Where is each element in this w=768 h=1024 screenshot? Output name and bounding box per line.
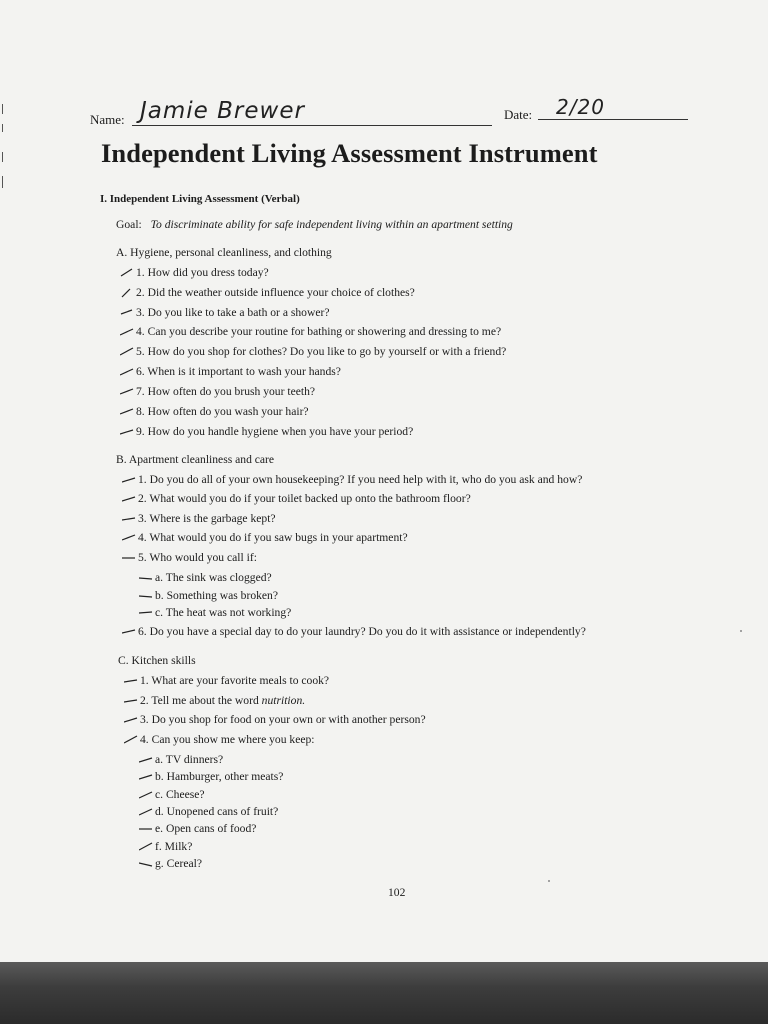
scan-edge-mark [2, 104, 3, 114]
checkmark-icon [120, 406, 134, 418]
checkmark-icon [139, 754, 153, 766]
scanner-bed-edge [0, 962, 768, 1024]
list-item: 3. Do you shop for food on your own or with another person? [140, 713, 426, 727]
date-handwritten: 2/20 [556, 95, 605, 119]
list-item: 6. When is it important to wash your hands? [136, 365, 341, 379]
list-item: 4. Can you describe your routine for bathing or showering and dressing to me? [136, 325, 501, 339]
checkmark-icon [120, 326, 134, 338]
scan-edge-mark [2, 152, 3, 162]
section-heading: I. Independent Living Assessment (Verbal) [100, 193, 300, 205]
checkmark-icon [120, 307, 134, 319]
list-item: b. Hamburger, other meats? [155, 770, 283, 784]
section-b-heading: B. Apartment cleanliness and care [116, 453, 275, 466]
checkmark-icon [124, 675, 138, 687]
list-item: 4. Can you show me where you keep: [140, 733, 315, 747]
list-item: 5. Who would you call if: [138, 551, 257, 565]
section-c-heading: C. Kitchen skills [118, 654, 196, 667]
checkmark-icon [120, 346, 134, 358]
checkmark-icon [124, 714, 138, 726]
list-item: b. Something was broken? [155, 589, 278, 603]
scan-edge-mark [2, 124, 3, 132]
checkmark-icon [139, 572, 153, 584]
checkmark-icon [139, 607, 153, 619]
scan-speck [548, 880, 550, 882]
list-item: a. The sink was clogged? [155, 571, 272, 585]
list-item: 2. Did the weather outside influence your choice of clothes? [136, 286, 415, 300]
list-item: g. Cereal? [155, 857, 202, 871]
date-underline [538, 119, 688, 120]
checkmark-icon [122, 552, 136, 564]
list-item: 2. Tell me about the word nutrition. [140, 694, 305, 708]
goal-text: To discriminate ability for safe independent living within an apartment setting [150, 218, 513, 231]
scan-speck [740, 630, 742, 632]
list-item: 1. What are your favorite meals to cook? [140, 674, 329, 688]
list-item: e. Open cans of food? [155, 822, 256, 836]
list-item: c. The heat was not working? [155, 606, 291, 620]
header-fields [90, 96, 690, 130]
checkmark-icon [120, 386, 134, 398]
checkmark-icon [122, 532, 136, 544]
list-item: d. Unopened cans of fruit? [155, 805, 278, 819]
goal-line [116, 218, 513, 232]
checkmark-icon [122, 493, 136, 505]
checkmark-icon [120, 287, 134, 299]
list-item: c. Cheese? [155, 788, 205, 802]
checkmark-icon [139, 771, 153, 783]
checkmark-icon [120, 426, 134, 438]
list-item: 3. Where is the garbage kept? [138, 512, 276, 526]
goal-label: Goal: [116, 218, 142, 231]
checkmark-icon [122, 474, 136, 486]
name-handwritten: Jamie Brewer [140, 98, 305, 124]
list-item: f. Milk? [155, 840, 192, 854]
scan-edge-mark [2, 176, 3, 188]
date-label: Date: [504, 107, 533, 122]
list-item: a. TV dinners? [155, 753, 223, 767]
checkmark-icon [139, 806, 153, 818]
page-title: Independent Living Assessment Instrument [101, 138, 598, 168]
checkmark-icon [122, 513, 136, 525]
checkmark-icon [139, 789, 153, 801]
name-underline [132, 125, 492, 126]
list-item: 8. How often do you wash your hair? [136, 405, 309, 419]
list-item: 6. Do you have a special day to do your laundry? Do you do it with assistance or independently? [138, 625, 586, 639]
checkmark-icon [122, 626, 136, 638]
checkmark-icon [139, 841, 153, 853]
list-item: 1. How did you dress today? [136, 266, 269, 280]
checkmark-icon [124, 695, 138, 707]
list-item: 5. How do you shop for clothes? Do you like to go by yourself or with a friend? [136, 345, 506, 359]
checkmark-icon [120, 366, 134, 378]
list-item: 9. How do you handle hygiene when you have your period? [136, 425, 413, 439]
checkmark-icon [120, 267, 134, 279]
name-label: Name: [90, 112, 125, 127]
section-a-heading: A. Hygiene, personal cleanliness, and clothing [116, 246, 332, 259]
list-item: 3. Do you like to take a bath or a shower? [136, 306, 330, 320]
list-item: 7. How often do you brush your teeth? [136, 385, 315, 399]
checkmark-icon [139, 858, 153, 870]
list-item: 1. Do you do all of your own housekeeping? If you need help with it, who do you ask and how? [138, 473, 582, 487]
checkmark-icon [139, 823, 153, 835]
checkmark-icon [124, 734, 138, 746]
page-number: 102 [388, 886, 406, 899]
checkmark-icon [139, 590, 153, 602]
list-item: 2. What would you do if your toilet backed up onto the bathroom floor? [138, 492, 471, 506]
list-item: 4. What would you do if you saw bugs in your apartment? [138, 531, 408, 545]
